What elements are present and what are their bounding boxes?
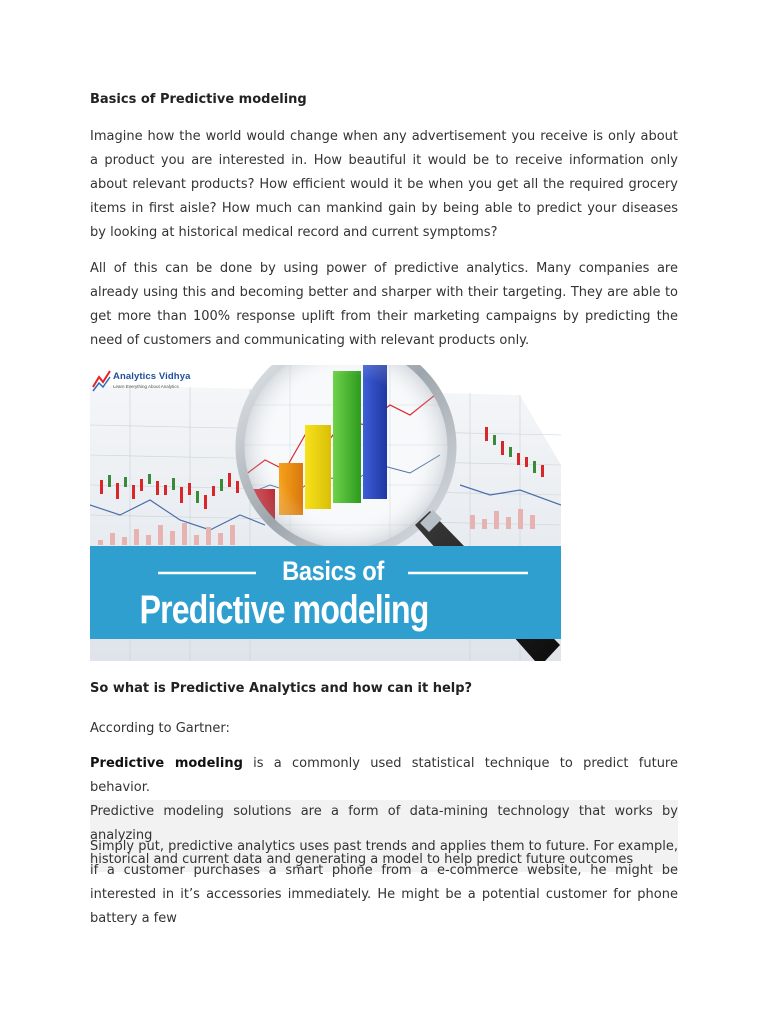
quote-line-1-text: is a commonly used statistical technique to predict future behavior. (90, 756, 678, 795)
logo-text (113, 371, 190, 382)
example-paragraph: Simply put, predictive analytics uses past trends and applies them to future. For example, if a customer purchases a smart phone from a e-commerce website, he might be interested in it’s accessories immediately. He might be a potential customer for phone battery a few (90, 839, 678, 926)
analytics-paragraph: All of this can be done by using power of predictive analytics. Many companies are already using this and becoming better and sharper with their targeting. They are able to get more than 100% response uplift from their marketing campaigns by predicting the need of customers and communicating with relevant products only. (90, 261, 678, 348)
gartner-intro: According to Gartner: (90, 721, 230, 736)
quote-line-2: Predictive modeling solutions are a form of data-mining technology that works by analyzing (90, 800, 678, 848)
section-heading: So what is Predictive Analytics and how can it help? (90, 681, 473, 696)
banner-line1: Basics of (282, 556, 384, 586)
document-title: Basics of Predictive modeling (90, 92, 307, 107)
banner-line2: Predictive modeling (139, 588, 429, 632)
quote-line-1 (90, 752, 678, 800)
intro-paragraph: Imagine how the world would change when any advertisement you receive is only about a product you are interested in. How beautiful it would be to receive information only about relevant products? How efficient would it be when you get all the required grocery items in first aisle? How much can mankind gain by being able to predict your diseases by looking at historical medical record and current symptoms? (90, 129, 678, 240)
banner-image (90, 365, 561, 661)
logo-name: Analytics Vidhya (113, 371, 191, 382)
logo-tagline: Learn Everything About Analytics (113, 384, 179, 389)
quote-term: Predictive modeling (90, 756, 243, 771)
quote-line-3: historical and current data and generating a model to help predict future outcomes (90, 848, 678, 872)
